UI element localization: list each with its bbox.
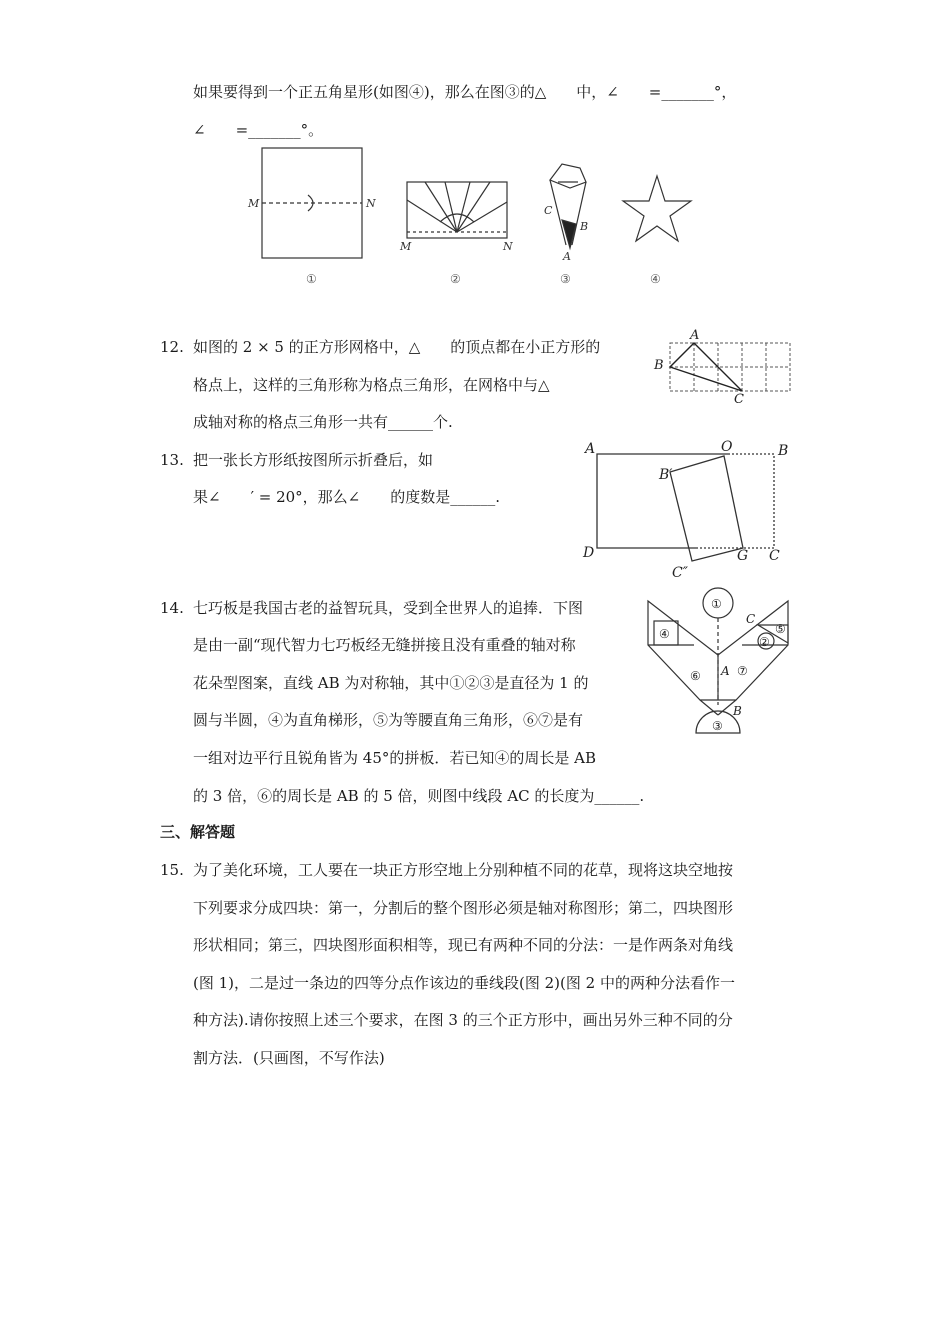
q14-line-5: 一组对边平行且锐角皆为 45°的拼板．若已知④的周长是 AB: [193, 749, 596, 767]
q13-folded-part: [670, 456, 743, 561]
q14-label-6: ⑥: [690, 669, 701, 683]
fig1-label-n: N: [366, 197, 376, 210]
q12-grid-figure: [650, 325, 800, 405]
q13-label-o: O: [721, 439, 733, 455]
q11-line-1: 如果要得到一个正五角星形(如图④)，那么在图③的△ 中，∠ =_______°，: [193, 83, 737, 101]
q12-number: 12.: [160, 338, 184, 356]
fig3-shaded-wedge: [562, 220, 576, 248]
q15-number: 15.: [160, 861, 184, 879]
q11-line-2: ∠ =_______°。: [193, 121, 324, 139]
q13-label-b: B: [778, 443, 789, 459]
fig4-caption: ④: [650, 272, 661, 286]
q14-line-1: 七巧板是我国古老的益智玩具，受到全世界人的追捧．下图: [193, 599, 584, 617]
q13-label-d: D: [583, 545, 595, 561]
q14-label-a: A: [721, 664, 730, 678]
q14-tangram-flower: [640, 585, 800, 745]
q12-line-1: 如图的 2 × 5 的正方形网格中，△ 的顶点都在小正方形的: [193, 338, 601, 356]
section-title: 三、解答题: [160, 823, 236, 841]
fig4-star: [623, 176, 691, 241]
fig3-label-b: B: [580, 220, 589, 233]
fig1-label-m: M: [248, 197, 260, 210]
q13-label-a: A: [585, 441, 596, 457]
fig2-arc-arrow: [440, 214, 474, 222]
q13-label-c-double-prime: C″: [672, 565, 688, 581]
q14-label-b: B: [733, 704, 742, 718]
q12-label-c: C: [734, 392, 744, 405]
q12-label-b: B: [654, 358, 664, 373]
q15-line-5: 种方法).请你按照上述三个要求，在图 3 的三个正方形中，画出另外三种不同的分: [193, 1011, 733, 1029]
q13-label-b-prime: B′: [659, 467, 673, 483]
q13-line-1: 把一张长方形纸按图所示折叠后，如: [193, 451, 434, 469]
q12-dashed-grid: [670, 343, 790, 391]
q15-line-6: 割方法．(只画图，不写作法): [193, 1049, 385, 1067]
q15-line-1: 为了美化环境，工人要在一块正方形空地上分别种植不同的花草，现将这块空地按: [193, 861, 734, 879]
fig2-rays: [407, 182, 507, 232]
q11-folding-figures: [240, 140, 710, 290]
q12-line-3: 成轴对称的格点三角形一共有______个.: [193, 413, 453, 431]
q14-line-6: 的 3 倍，⑥的周长是 AB 的 5 倍，则图中线段 AC 的长度为______.: [193, 787, 645, 805]
q14-label-1: ①: [711, 597, 722, 611]
q13-label-g: G: [737, 548, 749, 564]
q14-line-2: 是由一副“现代智力七巧板经无缝拼接且没有重叠的轴对称: [193, 636, 576, 654]
q12-line-2: 格点上，这样的三角形称为格点三角形，在网格中与△: [193, 376, 550, 394]
q14-label-7: ⑦: [737, 664, 748, 678]
q14-left-leaf: [648, 601, 718, 700]
q14-line-3: 花朵型图案，直线 AB 为对称轴，其中①②③是直径为 1 的: [193, 674, 589, 692]
fig2-label-n: N: [503, 240, 513, 253]
fig3-caption: ③: [560, 272, 571, 286]
fig3-label-c: C: [544, 204, 553, 217]
q14-number: 14.: [160, 599, 184, 617]
q15-line-4: (图 1)，二是过一条边的四等分点作该边的垂线段(图 2)(图 2 中的两种分法看作一: [193, 974, 735, 992]
q13-line-2: 果∠ ′ = 20°，那么∠ 的度数是______.: [193, 488, 501, 506]
q13-rectangle-dashed: [728, 454, 774, 548]
q15-line-3: 形状相同；第三，四块图形面积相等，现已有两种不同的分法：一是作两条对角线: [193, 936, 734, 954]
q14-line-4: 圆与半圆，④为直角梯形，⑤为等腰直角三角形，⑥⑦是有: [193, 711, 584, 729]
q13-folding-figure: [575, 435, 800, 585]
fig2-label-m: M: [400, 240, 412, 253]
fig3-label-a: A: [563, 250, 571, 263]
q14-label-5: ⑤: [775, 622, 786, 636]
q15-line-2: 下列要求分成四块：第一，分割后的整个图形必须是轴对称图形；第二，四块图形: [193, 899, 734, 917]
q14-label-2: ②: [759, 635, 770, 649]
q14-label-3: ③: [712, 719, 723, 733]
q14-label-c: C: [746, 612, 756, 626]
q14-label-4: ④: [659, 627, 670, 641]
q13-label-c: C: [769, 548, 780, 564]
fig1-caption: ①: [306, 272, 317, 286]
fig2-caption: ②: [450, 272, 461, 286]
q13-number: 13.: [160, 451, 184, 469]
q12-label-a: A: [690, 328, 700, 343]
